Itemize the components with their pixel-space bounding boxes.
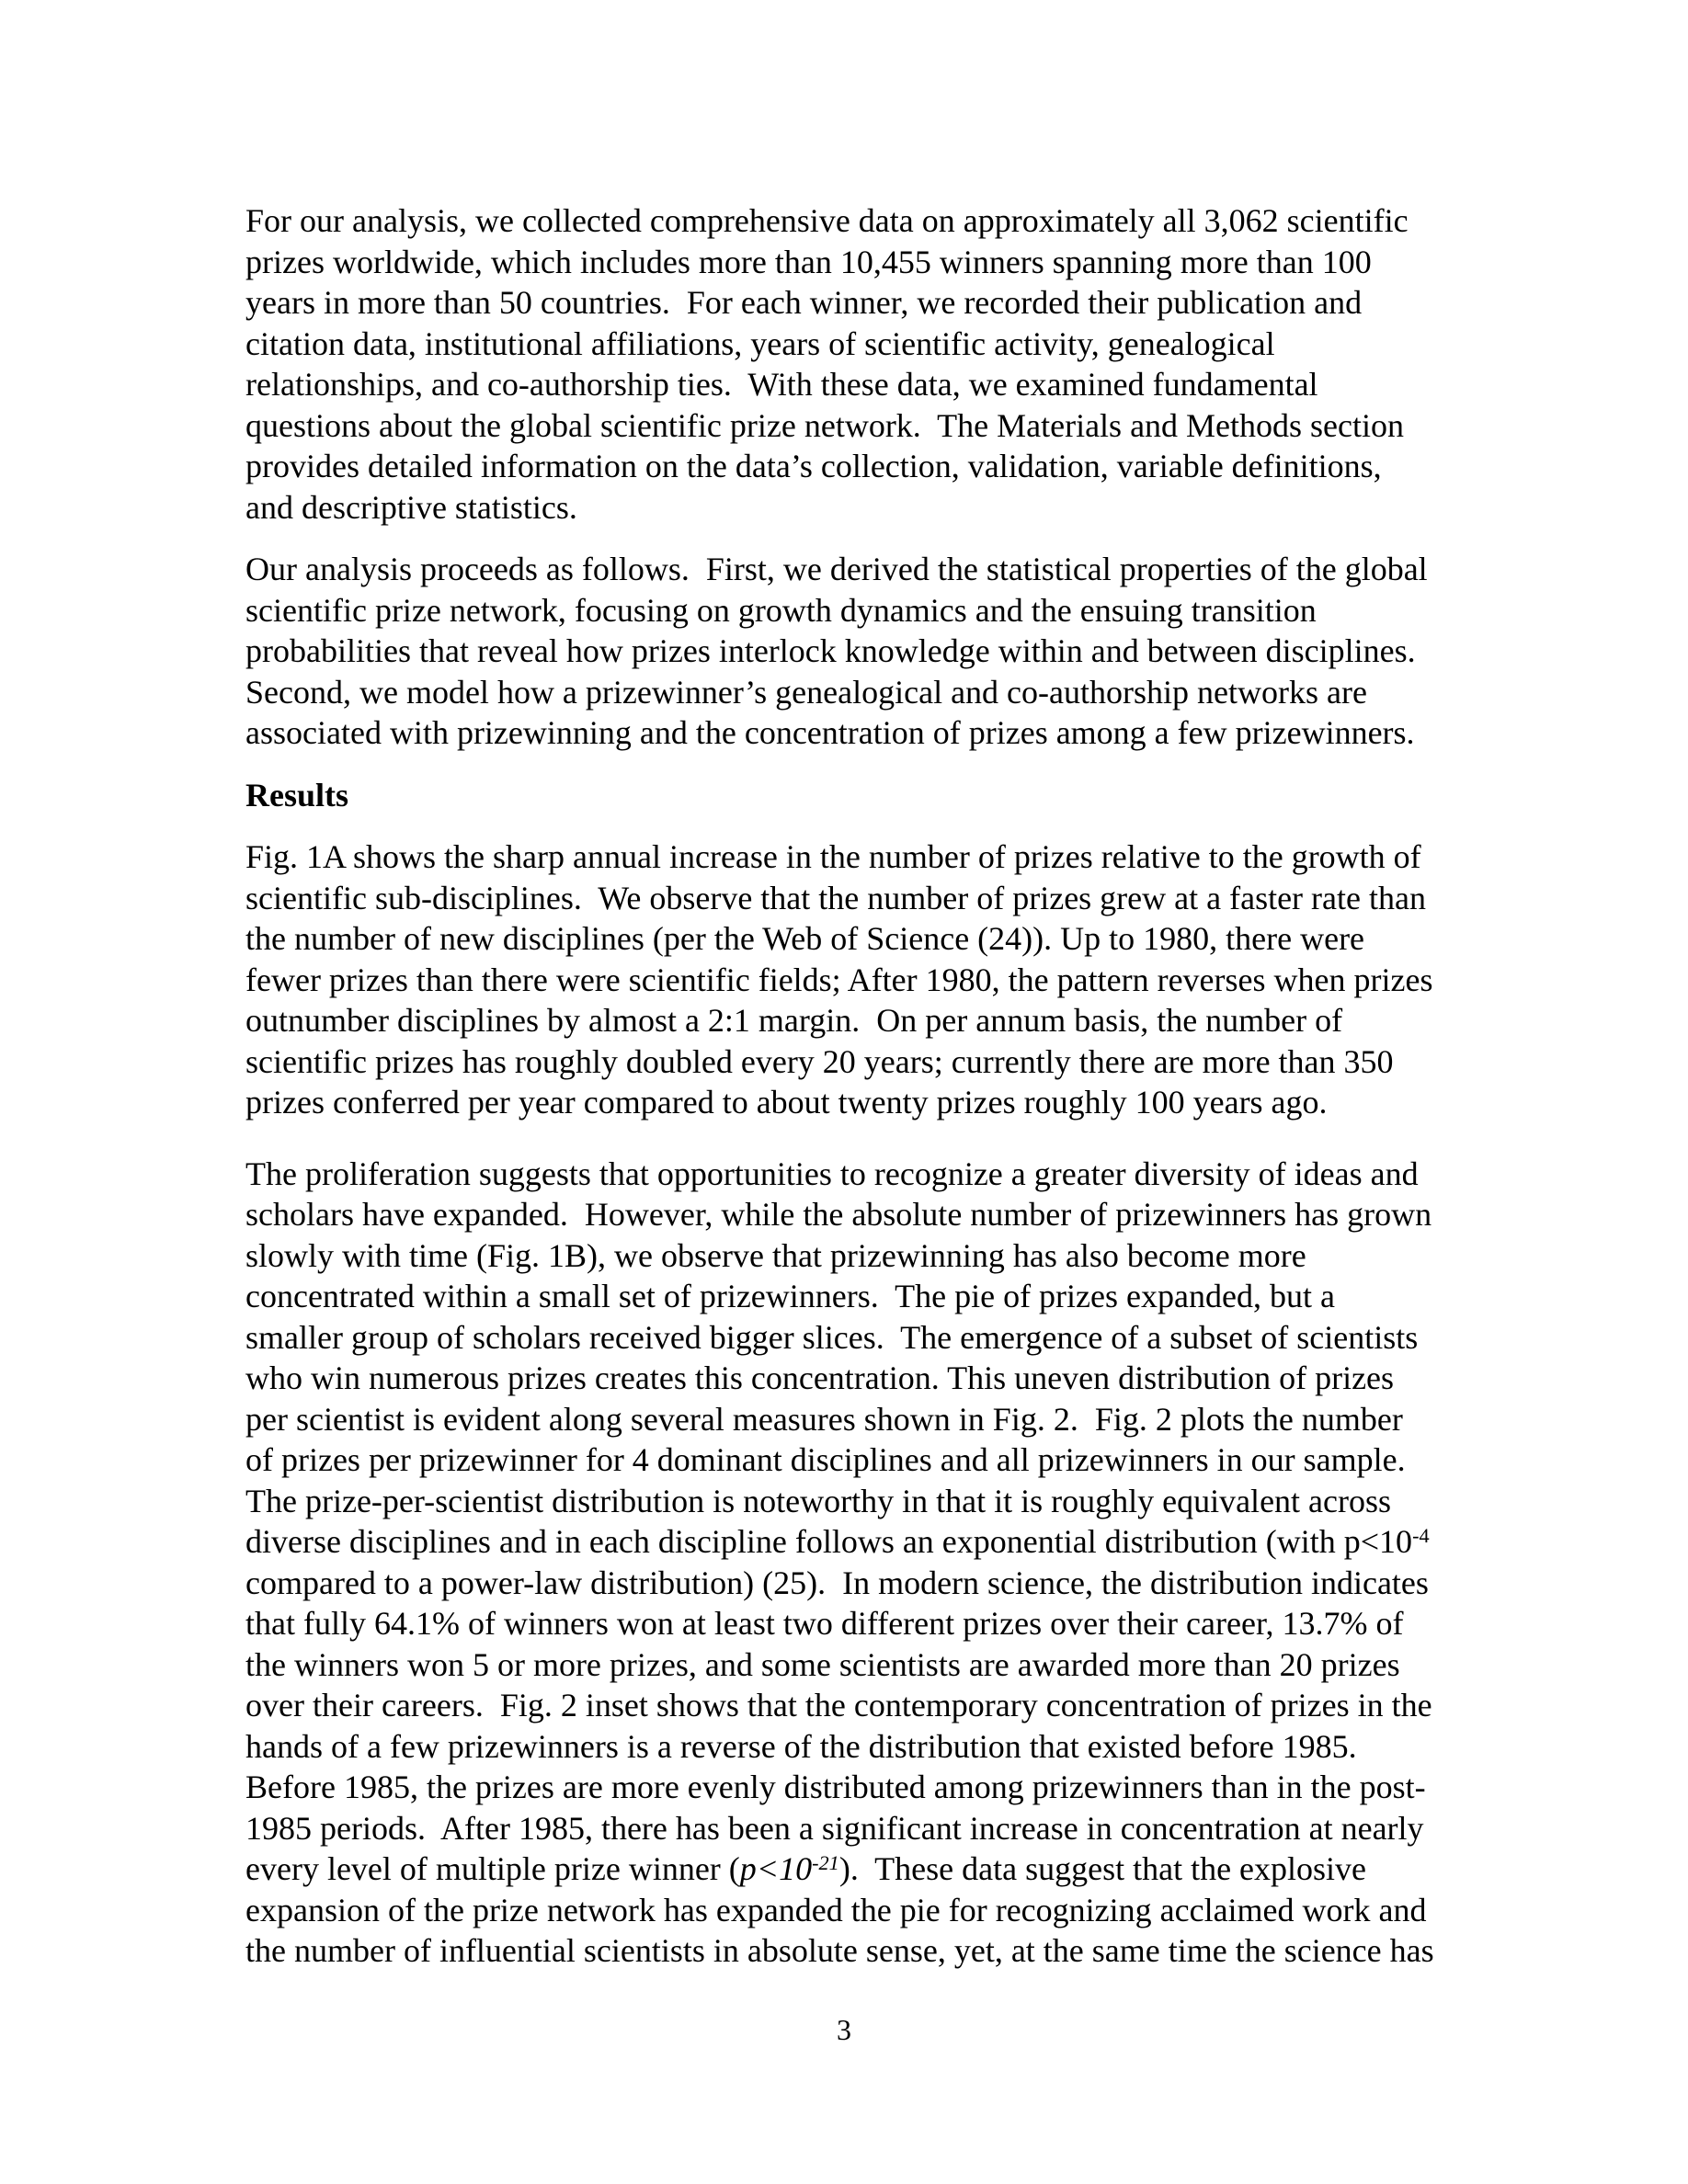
text-line: scholars have expanded. However, while the absolute number of prizewinners has grown — [245, 1196, 1432, 1233]
text-line: per scientist is evident along several measures shown in Fig. 2. Fig. 2 plots the number — [245, 1400, 1403, 1438]
text-line: Before 1985, the prizes are more evenly distributed among prizewinners than in the post- — [245, 1769, 1426, 1805]
paragraph-1 — [245, 200, 1459, 528]
text-line: over their careers. Fig. 2 inset shows that the contemporary concentration of prizes in the — [245, 1687, 1432, 1723]
results-heading — [245, 775, 1459, 816]
text-line: slowly with time (Fig. 1B), we observe that prizewinning has also become more — [245, 1236, 1306, 1274]
text-line: Second, we model how a prizewinner’s genealogical and co-authorship networks are — [245, 673, 1367, 711]
text-line: 1985 periods. After 1985, there has been a significant increase in concentration at nearly — [245, 1809, 1424, 1847]
superscript-text: -21 — [812, 1851, 839, 1875]
paragraph-4 — [245, 1154, 1459, 1972]
text-line: Our analysis proceeds as follows. First, we derived the statistical properties of the global — [245, 551, 1428, 587]
superscript-text: -4 — [1412, 1524, 1430, 1548]
text-line: prizes worldwide, which includes more than 10,455 winners spanning more than 100 — [245, 243, 1372, 280]
text-line: and descriptive statistics. — [245, 488, 577, 526]
text-line: fewer prizes than there were scientific fields; After 1980, the pattern reverses when prizes — [245, 961, 1433, 998]
text-line: relationships, and co-authorship ties. With these data, we examined fundamental — [245, 366, 1318, 403]
text-line: smaller group of scholars received bigger slices. The emergence of a subset of scientists — [245, 1318, 1419, 1356]
heading-text: Results — [245, 776, 349, 813]
text-line: diverse disciplines and in each discipline follows an exponential distribution (with $p<10^{-4}$ — [245, 1523, 1430, 1560]
text-line: probabilities that reveal how prizes interlock knowledge within and between disciplines. — [245, 632, 1416, 669]
text-line: the number of new disciplines (per the Web of Science (24)). Up to 1980, there were — [245, 920, 1365, 957]
text-line: every level of multiple prize winner $(p<10^{-21})$. These data suggest that the explosive — [245, 1850, 1367, 1887]
italic-text: p<10 — [739, 1850, 813, 1887]
text-line: of prizes per prizewinner for 4 dominant disciplines and all prizewinners in our sample. — [245, 1441, 1406, 1478]
text-line: the number of influential scientists in absolute sense, yet, at the same time the science has — [245, 1932, 1434, 1969]
text-line: associated with prizewinning and the concentration of prizes among a few prizewinners. — [245, 714, 1415, 751]
text-line: Fig. 1A shows the sharp annual increase in the number of prizes relative to the growth of — [245, 838, 1421, 875]
text-line: scientific prizes has roughly doubled every 20 years; currently there are more than 350 — [245, 1042, 1394, 1080]
text-line: citation data, institutional affiliations, years of scientific activity, genealogical — [245, 324, 1275, 362]
page-number: 3 — [837, 2013, 851, 2046]
text-line: For our analysis, we collected comprehensive data on approximately all 3,062 scientific — [245, 202, 1409, 239]
document-text — [245, 200, 1459, 1972]
text-line: years in more than 50 countries. For each winner, we recorded their publication and — [245, 284, 1363, 321]
text-line: hands of a few prizewinners is a reverse of the distribution that existed before 1985. — [245, 1727, 1357, 1765]
text-line: concentrated within a small set of prizewinners. The pie of prizes expanded, but a — [245, 1278, 1335, 1314]
text-line: provides detailed information on the data’s collection, validation, variable definitions, — [245, 448, 1382, 484]
text-line: outnumber disciplines by almost a 2:1 margin. On per annum basis, the number of — [245, 1002, 1343, 1039]
text-line: The prize-per-scientist distribution is noteworthy in that it is roughly equivalent across — [245, 1482, 1392, 1519]
text-line: questions about the global scientific prize network. The Materials and Methods section — [245, 406, 1405, 444]
text-line: scientific sub-disciplines. We observe that the number of prizes grew at a faster rate than — [245, 879, 1426, 916]
text-line: compared to a power-law distribution) (25). In modern science, the distribution indicates — [245, 1564, 1429, 1601]
paragraph-2 — [245, 549, 1459, 754]
text-line: that fully 64.1% of winners won at least two different prizes over their career, 13.7% of — [245, 1605, 1404, 1642]
text-line: the winners won 5 or more prizes, and some scientists are awarded more than 20 prizes — [245, 1645, 1400, 1683]
text-line: scientific prize network, focusing on growth dynamics and the ensuing transition — [245, 591, 1317, 629]
text-line: The proliferation suggests that opportunities to recognize a greater diversity of ideas and — [245, 1155, 1419, 1192]
text-line: expansion of the prize network has expanded the pie for recognizing acclaimed work and — [245, 1891, 1427, 1928]
paragraph-3 — [245, 836, 1459, 1123]
text-line: prizes conferred per year compared to about twenty prizes roughly 100 years ago. — [245, 1084, 1328, 1120]
text-line: who win numerous prizes creates this concentration. This uneven distribution of prizes — [245, 1359, 1395, 1396]
